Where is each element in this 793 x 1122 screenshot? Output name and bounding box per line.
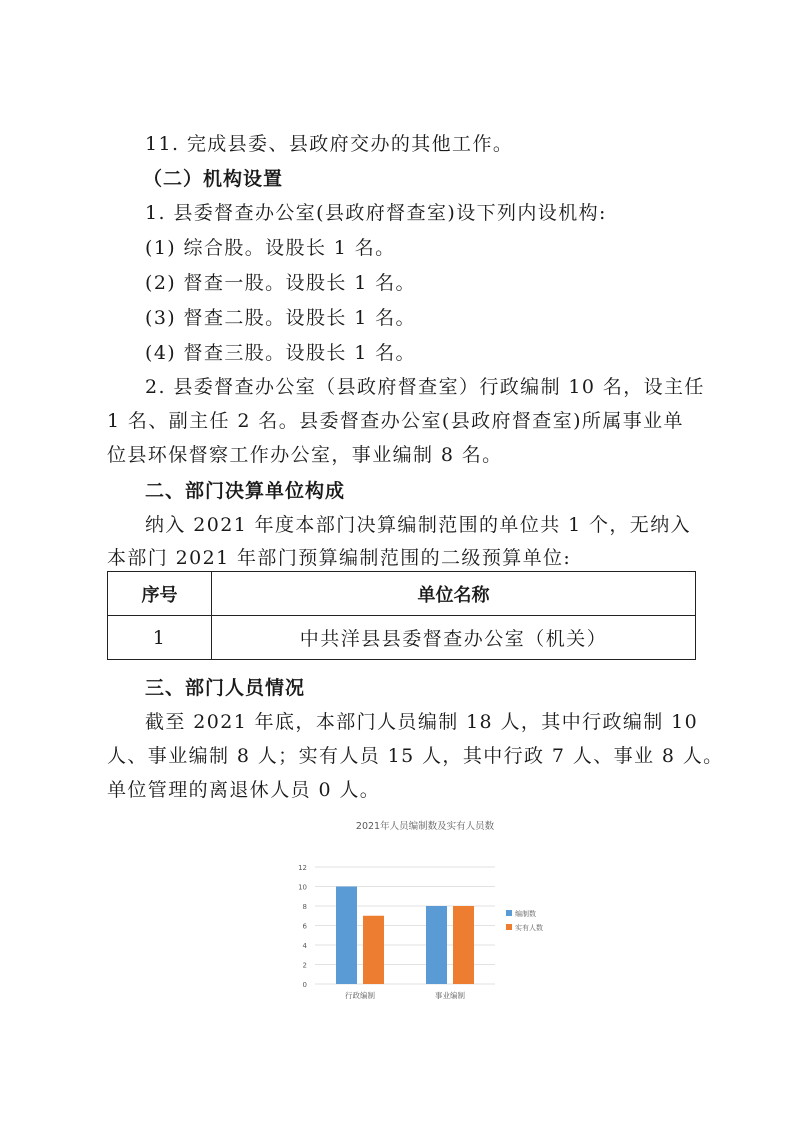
y-tick-label: 8 [302,903,307,911]
paragraph-org-line2-a: 2. 县委督查办公室（县政府督查室）行政编制 10 名，设主任 [145,376,705,398]
legend-label: 编制数 [515,910,536,918]
y-tick-label: 4 [302,942,307,950]
section-heading-org: （二）机构设置 [143,168,284,190]
chart-title: 2021年人员编制数及实有人员数 [355,821,495,832]
paragraph-units-b: 本部门 2021 年部门预算编制范围的二级预算单位: [107,547,572,569]
paragraph-item-11: 11. 完成县委、县政府交办的其他工作。 [145,133,514,155]
paragraph-staff-b: 人、事业编制 8 人；实有人员 15 人，其中行政 7 人、事业 8 人。 [107,745,724,767]
table-cell-unit-name: 中共洋县县委督查办公室（机关） [212,616,696,660]
bar-actual [363,916,384,984]
paragraph-org-sub3: (3) 督查二股。设股长 1 名。 [145,307,416,329]
units-table [107,571,696,660]
bar-actual [453,906,474,984]
paragraph-org-sub1: (1) 综合股。设股长 1 名。 [145,237,396,259]
paragraph-org-sub2: (2) 督查一股。设股长 1 名。 [145,272,416,294]
paragraph-staff-a: 截至 2021 年底，本部门人员编制 18 人，其中行政编制 10 [145,711,699,733]
paragraph-org-line2-b: 1 名、副主任 2 名。县委督查办公室(县政府督查室)所属事业单 [107,410,684,432]
paragraph-org-sub4: (4) 督查三股。设股长 1 名。 [145,342,416,364]
x-tick-label: 事业编制 [435,991,465,1000]
y-tick-label: 0 [302,981,307,989]
bar-authorized [336,887,357,985]
paragraph-org-line2-c: 位县环保督察工作办公室，事业编制 8 名。 [107,444,503,466]
table-header-unit-name: 单位名称 [212,572,696,616]
table-cell-index: 1 [108,616,212,660]
y-tick-label: 12 [298,864,307,872]
legend-swatch [506,924,512,930]
paragraph-units-a: 纳入 2021 年度本部门决算编制范围的单位共 1 个，无纳入 [145,514,692,536]
legend-swatch [506,910,512,916]
section-heading-units: 二、部门决算单位构成 [145,480,346,502]
table-row [108,616,696,660]
staff-chart-svg [285,815,550,1010]
paragraph-staff-c: 单位管理的离退休人员 0 人。 [107,779,381,801]
staff-chart [285,815,550,1010]
y-tick-label: 2 [302,961,307,970]
table-header-index: 序号 [108,572,212,616]
legend-label: 实有人数 [515,924,543,932]
bar-authorized [426,906,447,984]
section-heading-staff: 三、部门人员情况 [145,677,306,699]
table-header-row [108,572,696,616]
y-tick-label: 10 [298,883,307,892]
paragraph-org-line1: 1. 县委督查办公室(县政府督查室)设下列内设机构: [145,202,607,224]
y-tick-label: 6 [302,922,307,931]
x-tick-label: 行政编制 [345,991,375,1000]
